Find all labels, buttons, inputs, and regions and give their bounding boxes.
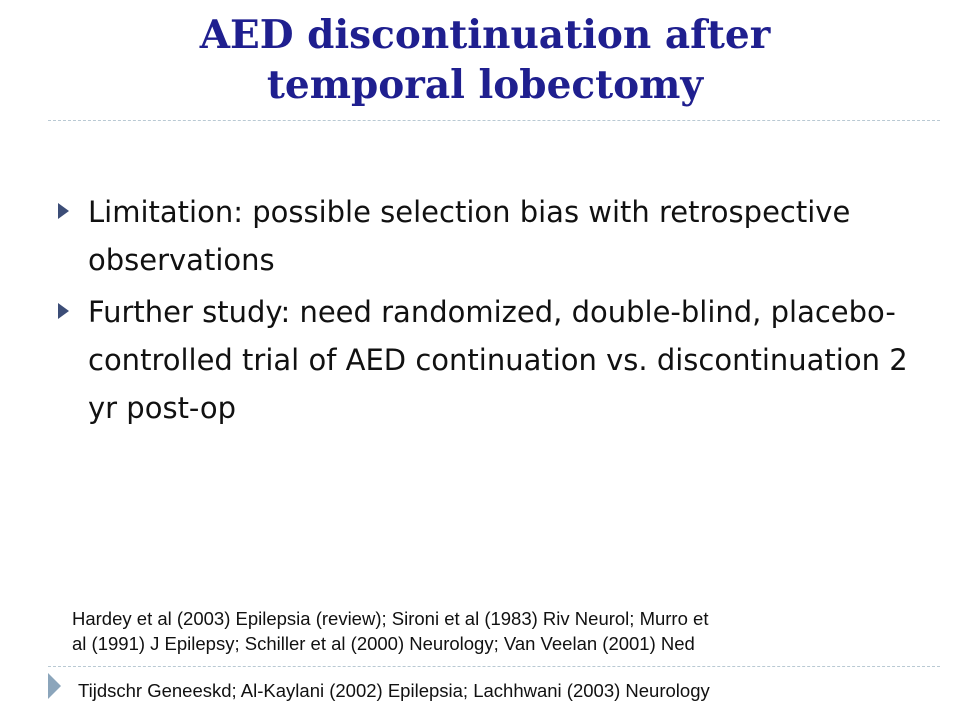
reference-line-1: Hardey et al (2003) Epilepsia (review); Sironi et al (1983) Riv Neurol; Murro et	[72, 608, 709, 629]
slide-title-line-2: temporal lobectomy	[266, 62, 704, 108]
slide-title-line-1: AED discontinuation after	[199, 12, 771, 58]
bullet-triangle-icon	[58, 303, 69, 319]
bullet-text: Limitation: possible selection bias with retrospective observations	[88, 195, 851, 277]
bullet-item-limitation	[58, 188, 938, 284]
footer-divider	[48, 666, 940, 667]
reference-line-3: Tijdschr Geneeskd; Al-Kaylani (2002) Epilepsia; Lachhwani (2003) Neurology	[78, 680, 710, 701]
references	[72, 606, 930, 701]
bullet-triangle-icon	[58, 203, 69, 219]
footer-triangle-icon	[48, 673, 61, 699]
bullet-list	[58, 188, 938, 436]
bullet-text: Further study: need randomized, double-blind, placebo-controlled trial of AED continuation vs. discontinuation 2 yr post-op	[88, 295, 908, 425]
bullet-item-further-study	[58, 288, 938, 432]
slide-title	[40, 10, 930, 110]
reference-line-2: al (1991) J Epilepsy; Schiller et al (2000) Neurology; Van Veelan (2001) Ned	[72, 633, 695, 654]
title-divider	[48, 120, 940, 121]
